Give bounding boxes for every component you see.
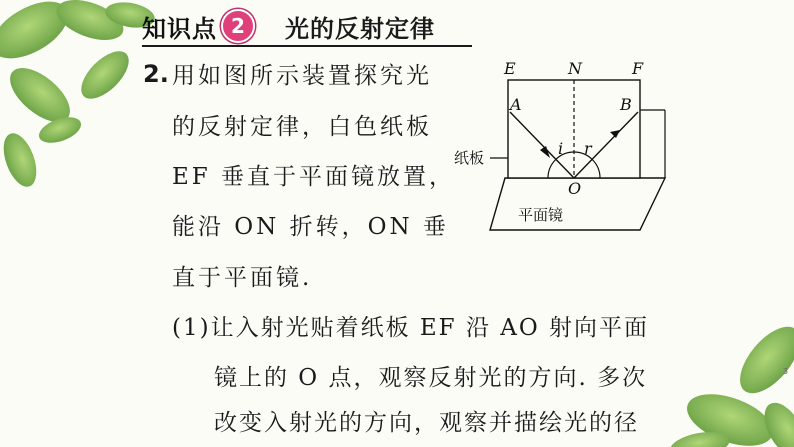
question-number: 2. xyxy=(143,60,169,88)
label-N: N xyxy=(568,59,582,78)
label-O: O xyxy=(568,179,582,198)
question-line-3: EF 垂直于平面镜放置， xyxy=(172,164,456,190)
sub-question-line-3: 改变入射光的方向，观察并描绘光的径 xyxy=(214,410,639,436)
question-line-1: 用如图所示装置探究光 xyxy=(172,63,432,89)
question-line-4: 能沿 ON 折转，ON 垂 xyxy=(172,214,449,240)
label-mirror: 平面镜 xyxy=(518,206,564,224)
label-A: A xyxy=(510,95,522,114)
knowledge-point-number: 2 xyxy=(221,9,255,43)
bottom-right-leaves xyxy=(668,317,794,447)
label-board: 纸板 xyxy=(454,149,485,167)
header-underline xyxy=(142,45,472,47)
page-number: 3 xyxy=(783,367,789,376)
label-r: r xyxy=(584,139,592,158)
sub-question-line-1: (1)让入射光贴着纸板 EF 沿 AO 射向平面 xyxy=(172,315,650,341)
label-i: i xyxy=(558,139,564,158)
sub-question-line-2: 镜上的 O 点，观察反射光的方向. 多次 xyxy=(214,365,648,391)
section-title: 光的反射定律 xyxy=(285,14,435,43)
question-line-5: 直于平面镜. xyxy=(172,265,313,291)
knowledge-point-label: 知识点 xyxy=(142,14,217,43)
reflection-diagram xyxy=(454,59,680,250)
label-B: B xyxy=(620,95,632,114)
top-left-leaves xyxy=(0,0,157,191)
label-E: E xyxy=(504,59,516,78)
label-F: F xyxy=(632,59,644,78)
question-line-2: 的反射定律，白色纸板 xyxy=(172,114,432,140)
knowledge-point-header xyxy=(142,8,435,44)
